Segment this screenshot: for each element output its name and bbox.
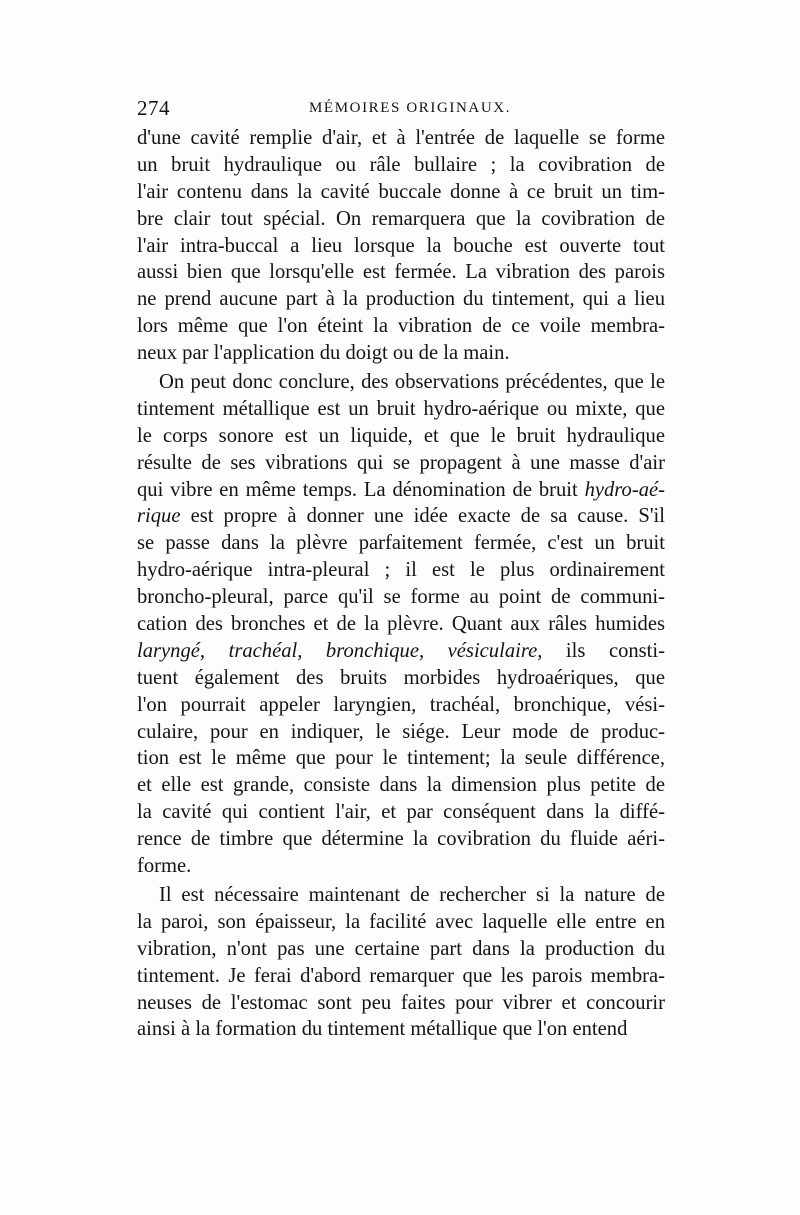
text-run: vibration, n'ont pas une certaine part dans la production du — [137, 937, 665, 960]
text-line — [137, 772, 665, 799]
text-run: est propre à donner une idée exacte de sa cause. S'il — [180, 505, 665, 528]
text-run: lors même que l'on éteint la vibration de ce voile membra- — [137, 315, 665, 338]
page-number: 274 — [137, 96, 170, 120]
text-line — [137, 286, 665, 313]
text-line — [137, 450, 665, 477]
text-run: rence de timbre que détermine la covibration du fluide aéri- — [137, 828, 665, 851]
text-run: l'air contenu dans la cavité buccale donne à ce bruit un tim- — [137, 180, 665, 203]
text-run: forme. — [137, 855, 192, 878]
page-header — [137, 96, 667, 126]
text-run: d'une cavité remplie d'air, et à l'entrée de laquelle se forme — [137, 127, 665, 149]
text-line — [137, 799, 665, 826]
text-line — [137, 584, 665, 611]
text-line — [137, 125, 665, 152]
text-line — [137, 1016, 665, 1043]
text-run: culaire, pour en indiquer, le siége. Leur mode de produc- — [137, 720, 665, 743]
text-line — [137, 503, 665, 530]
text-run: neuses de l'estomac sont peu faites pour vibrer et concourir — [137, 991, 665, 1014]
text-run: On peut donc conclure, des observations précédentes, que le — [159, 371, 665, 394]
text-line — [137, 719, 665, 746]
text-run: le corps sonore est un liquide, et que le bruit hydraulique — [137, 424, 665, 447]
text-line — [137, 909, 665, 936]
text-line — [137, 882, 665, 909]
text-line — [137, 340, 665, 367]
text-line — [137, 179, 665, 206]
text-run: hydro-aérique intra-pleural ; il est le plus ordinairement — [137, 559, 665, 582]
text-line — [137, 557, 665, 584]
text-run: la cavité qui contient l'air, et par conséquent dans la diffé- — [137, 801, 665, 824]
text-run: qui vibre en même temps. La dénomination de bruit — [137, 478, 585, 501]
text-run: broncho-pleural, parce qu'il se forme au point de communi- — [137, 586, 665, 609]
text-line — [137, 826, 665, 853]
text-line — [137, 423, 665, 450]
text-run: un bruit hydraulique ou râle bullaire ; la covibration de — [137, 153, 665, 176]
text-run: neux par l'application du doigt ou de la main. — [137, 342, 510, 365]
text-line — [137, 369, 665, 396]
text-run: la paroi, son épaisseur, la facilité avec laquelle elle entre en — [137, 910, 665, 933]
text-line — [137, 206, 665, 233]
text-line — [137, 259, 665, 286]
text-run: tuent également des bruits morbides hydroaériques, que — [137, 666, 665, 689]
text-run: Il est nécessaire maintenant de rechercher si la nature de — [159, 883, 665, 906]
text-line — [137, 611, 665, 638]
text-run: ainsi à la formation du tintement métallique que l'on entend — [137, 1018, 628, 1041]
text-line — [137, 963, 665, 990]
italic-text: rique — [137, 505, 181, 528]
text-run: tion est le même que pour le tintement; la seule différence, — [137, 747, 665, 770]
text-run: ils consti- — [542, 639, 665, 662]
text-run: résulte de ses vibrations qui se propagent à une masse d'air — [137, 451, 665, 474]
text-line — [137, 396, 665, 423]
text-run: et elle est grande, consiste dans la dimension plus petite de — [137, 774, 665, 797]
text-run: l'air intra-buccal a lieu lorsque la bouche est ouverte tout — [137, 234, 665, 257]
text-line — [137, 990, 665, 1017]
paragraph — [137, 369, 665, 880]
text-line — [137, 936, 665, 963]
text-line — [137, 665, 665, 692]
body-text — [137, 125, 665, 1043]
text-line — [137, 692, 665, 719]
text-line — [137, 233, 665, 260]
text-run: l'on pourrait appeler laryngien, trachéal, bronchique, vési- — [137, 693, 665, 716]
text-run: tintement métallique est un bruit hydro-aérique ou mixte, que — [137, 397, 665, 420]
running-head: MÉMOIRES ORIGINAUX. — [309, 100, 512, 116]
text-line — [137, 530, 665, 557]
italic-text: laryngé, trachéal, bronchique, vésiculaire, — [137, 639, 543, 662]
paragraph — [137, 125, 665, 367]
italic-text: hydro-aé- — [584, 478, 665, 501]
text-line — [137, 638, 665, 665]
text-line — [137, 477, 665, 504]
text-run: tintement. Je ferai d'abord remarquer que les parois membra- — [137, 964, 665, 987]
text-line — [137, 152, 665, 179]
text-line — [137, 313, 665, 340]
paragraph — [137, 882, 665, 1043]
text-run: bre clair tout spécial. On remarquera que la covibration de — [137, 207, 665, 230]
text-run: cation des bronches et de la plèvre. Quant aux râles humides — [137, 613, 665, 636]
text-run: se passe dans la plèvre parfaitement fermée, c'est un bruit — [137, 532, 665, 555]
text-line — [137, 853, 665, 880]
text-line — [137, 745, 665, 772]
text-run: ne prend aucune part à la production du tintement, qui a lieu — [137, 288, 665, 311]
text-run: aussi bien que lorsqu'elle est fermée. La vibration des parois — [137, 261, 665, 284]
